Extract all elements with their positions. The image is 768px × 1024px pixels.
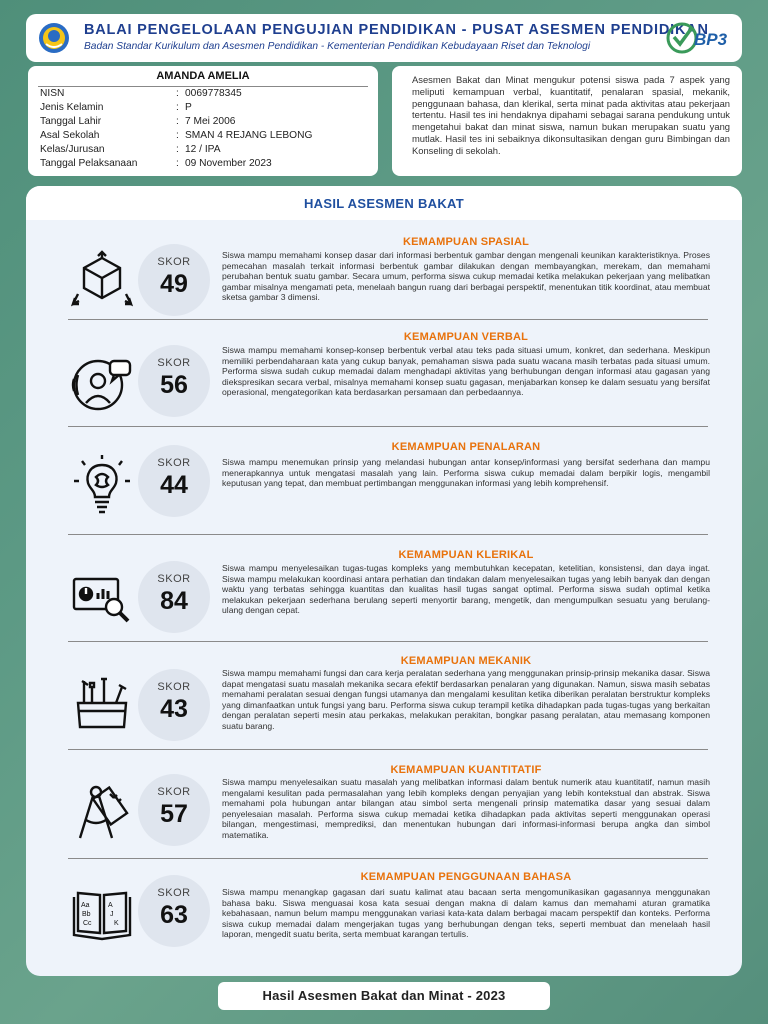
report-header	[26, 14, 742, 62]
score-badge	[138, 345, 210, 417]
aptitude-title: KEMAMPUAN MEKANIK	[400, 655, 532, 667]
lightbulb-brain-icon	[70, 453, 134, 517]
aptitude-title: KEMAMPUAN PENGGUNAAN BAHASA	[360, 871, 572, 883]
open-book-icon	[70, 883, 134, 947]
score-label: SKOR	[157, 887, 191, 899]
svg-text:A: A	[108, 902, 113, 909]
cube-icon	[70, 250, 134, 314]
score-label: SKOR	[157, 457, 191, 469]
info-label: Tanggal Pelaksanaan	[40, 158, 138, 169]
score-badge	[138, 561, 210, 633]
score-badge	[138, 445, 210, 517]
info-value: P	[185, 102, 192, 113]
results-title: HASIL ASESMEN BAKAT	[303, 196, 465, 211]
student-info-card: AMANDA AMELIA NISN : 0069778345 Jenis Kelamin : P Tanggal Lahir : 7 Mei 2006 Asal Sekolah : SMAN 4 REJANG LEBONG Kelas/Jurusan : 12 / IPA Tanggal Pelaksanaan : 09 November 2023	[28, 66, 378, 176]
score-badge	[138, 244, 210, 316]
divider	[68, 426, 708, 427]
divider	[38, 86, 368, 87]
divider	[68, 858, 708, 859]
info-value: 12 / IPA	[185, 144, 221, 155]
score-label: SKOR	[157, 357, 191, 369]
divider	[68, 319, 708, 320]
info-label: Tanggal Lahir	[40, 116, 102, 127]
score-label: SKOR	[157, 573, 191, 585]
score-label: SKOR	[157, 786, 191, 798]
score-value: 57	[160, 800, 188, 828]
aptitude-description: Siswa mampu memahami fungsi dan cara kerja peralatan sederhana yang menggunakan prinsip-prinsip mekanika dasar. Siswa dapat mengatasi suatu masalah mekanika secara efektif berdasarkan penalaran yang digunakan. Namun, siswa masih sebatas memahami peralatan sesuai dengan fungsi utamanya dan mengalami kesulitan ketika diberikan peralatan berstruktur kompleks yang dimanfaatkan untuk fungsi yang baru. Performa siswa cukup terampil ketika dihadapkan pada tugas-tugas yang berkaitan dengan peralatan seperti mesin atau perkakas, melakukan perakitan, bongkar pasang peralatan, atau memasang komponen suatu barang.	[222, 668, 710, 731]
aptitude-description: Siswa mampu memahami konsep-konsep berbentuk verbal atau teks pada situasi umum, konkret, dan sederhana. Meskipun memiliki perbendaharaan kata yang cukup banyak, pemahaman siswa pada suatu wacana masih terbatas pada situasi umum. Performa siswa sudah cukup memadai dalam menghadapi aktivitas yang berhubungan dengan informasi atau gagasan yang diekspresikan secara verbal, misalnya memahami konsep suatu gagasan, menjabarkan konsep ke dalam sesuatu yang bersifat operasional, mengategorikan kata berdasarkan persamaan dan perbedaannya.	[222, 345, 710, 398]
aptitude-description: Siswa mampu menemukan prinsip yang melandasi hubungan antar konsep/informasi yang bersifat sederhana dan mampu menerapkannya untuk mengatasi masalah yang lain. Performa siswa cukup memadai dalam berpikir logis, mengambil keputusan yang tepat, dan membuat pertimbangan menggunakan informasi yang lebih komprehensif.	[222, 457, 710, 489]
aptitude-title: KEMAMPUAN VERBAL	[403, 331, 529, 343]
svg-text:K: K	[114, 920, 119, 927]
score-value: 49	[160, 270, 188, 298]
aptitude-description: Siswa mampu menangkap gagasan dari suatu kalimat atau bacaan serta mengomunikasikan gagasannya menggunakan bahasa baku. Siswa menguasai kosa kata sesuai dengan makna di dalam kamus dan memahami aturan gramatika kebahasaan, namun belum mampu menggunakan variasi kata-kata dalam berbagai macam perspektif dan konteks. Performa siswa cukup memadai dalam mengerjakan tugas yang berhubungan dengan teks, seperti membuat dan menelaah hasil laporan, mengedit suatu berita, serta membuat karangan tertulis.	[222, 887, 710, 940]
svg-text:Bb: Bb	[82, 911, 91, 918]
svg-text:Aa: Aa	[81, 902, 90, 909]
info-value: SMAN 4 REJANG LEBONG	[185, 130, 313, 141]
speaker-icon	[70, 351, 134, 415]
footer-label: Hasil Asesmen Bakat dan Minat - 2023	[218, 982, 550, 1010]
info-label: Jenis Kelamin	[40, 102, 104, 113]
intro-text: Asesmen Bakat dan Minat mengukur potensi siswa pada 7 aspek yang meliputi kemampuan verbal, kuantitatif, penalaran spasial, mekanik, penggunaan bahasa, dan klerikal, serta minat pada aktivitas atau pekerjaan tertentu. Hasil tes ini hendaknya dipahami sebagai sarana pendukung untuk mengetahui bakat dan minat siswa, namun bukan merupakan suatu yang mutlak. Hasil tes ini sebaiknya dikonsultasikan dengan guru Bimbingan dan Konseling di sekolah.	[392, 66, 742, 176]
info-label: Kelas/Jurusan	[40, 144, 105, 155]
svg-text:Cc: Cc	[83, 920, 92, 927]
score-label: SKOR	[157, 256, 191, 268]
score-value: 44	[160, 471, 188, 499]
score-label: SKOR	[157, 681, 191, 693]
info-value: 0069778345	[185, 88, 242, 99]
bp3-logo-icon	[664, 20, 734, 56]
header-title: BALAI PENGELOLAAN PENGUJIAN PENDIDIKAN - PUSAT ASESMEN PENDIDIKAN	[84, 22, 709, 38]
results-header	[26, 186, 742, 220]
divider	[68, 534, 708, 535]
aptitude-title: KEMAMPUAN KLERIKAL	[398, 549, 534, 561]
toolbox-icon	[70, 673, 134, 737]
aptitude-description: Siswa mampu menyelesaikan suatu masalah yang melibatkan informasi dalam bentuk numerik atau kuantitatif, namun masih mengalami kesulitan pada permasalahan yang lebih kompleks dengan penyajian yang lebih kontekstual dan abstrak. Siswa memahami pola hubungan antar bilangan atau simbol serta mengenali prinsip matematika dasar yang sesuai dalam penyelesaian masalah. Performa siswa cukup memadai ketika dihadapkan pada aktivitas seperti menggunakan operasi bilangan, mengestimasi, memprediksi, dan menentukan hubungan dari informasi-informasi berupa angka dan simbol matematika.	[222, 777, 710, 840]
aptitude-description: Siswa mampu menyelesaikan tugas-tugas kompleks yang membutuhkan kecepatan, ketelitian, konsistensi, dan daya ingat. Siswa mampu melakukan koordinasi antara perhatian dan tindakan dalam menyelesaikan tugas yang lebih banyak dan dengan waktu yang terbatas sehingga kuantitas dan kualitas hasil tugas sangat optimal. Performa siswa sudah optimal ketika melakukan pekerjaan sederhana berulang seperti menyortir barang, mengetik, dan mengumpulkan sesuatu yang berulang-ulang dengan cepat.	[222, 563, 710, 616]
score-badge	[138, 875, 210, 947]
aptitude-title: KEMAMPUAN KUANTITATIF	[390, 764, 542, 776]
results-panel	[26, 186, 742, 976]
score-value: 63	[160, 901, 188, 929]
info-label: Asal Sekolah	[40, 130, 100, 141]
info-label: NISN	[40, 88, 65, 99]
score-value: 56	[160, 371, 188, 399]
score-badge	[138, 774, 210, 846]
aptitude-title: KEMAMPUAN SPASIAL	[402, 236, 530, 248]
divider	[68, 749, 708, 750]
aptitude-description: Siswa mampu memahami konsep dasar dari informasi berbentuk gambar dengan mengenali keunikan karakteristiknya. Proses pemecahan masalah terkait informasi berbentuk gambar dilakukan dengan membayangkan, merekam, dan memahami perubahan bentuk suatu gambar. Secara umum, performa siswa cukup memadai ketika melakukan pekerjaan yang melibatkan gambar misalnya mengamati peta, menelaah bangun ruang dari berbagai perspektif, menentukan titik koordinat, atau membuat sketsa gambar 3 dimensi.	[222, 250, 710, 303]
document-search-icon	[70, 567, 134, 631]
divider	[68, 641, 708, 642]
svg-text:J: J	[110, 911, 114, 918]
score-value: 84	[160, 587, 188, 615]
aptitude-title: KEMAMPUAN PENALARAN	[391, 441, 541, 453]
kemendikbud-logo-icon	[38, 22, 70, 54]
info-value: 09 November 2023	[185, 158, 272, 169]
student-name: AMANDA AMELIA	[156, 70, 250, 82]
bp3-logo-text: BP3	[694, 30, 728, 49]
score-value: 43	[160, 695, 188, 723]
compass-ruler-icon	[70, 780, 134, 844]
info-value: 7 Mei 2006	[185, 116, 236, 127]
header-subtitle: Badan Standar Kurikulum dan Asesmen Pendidikan - Kementerian Pendidikan Kebudayaan Riset dan Teknologi	[84, 41, 591, 52]
score-badge	[138, 669, 210, 741]
